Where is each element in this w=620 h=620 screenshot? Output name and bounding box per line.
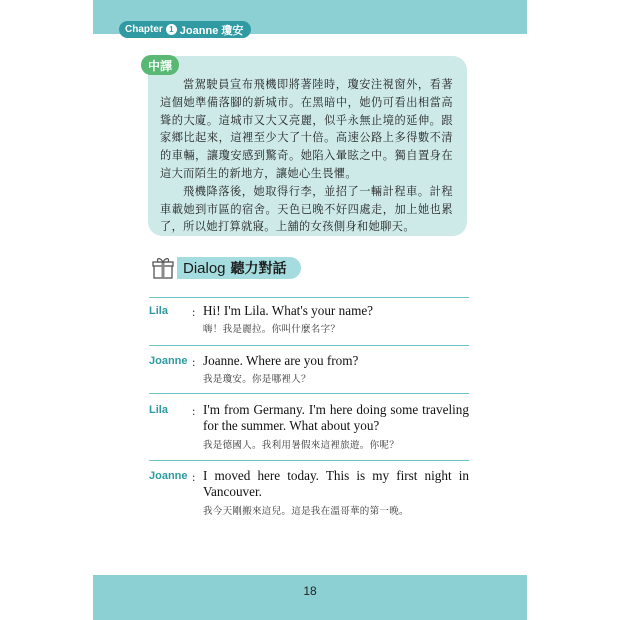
dialog-turn — [149, 470, 469, 528]
speaker-name: Lila — [149, 404, 168, 416]
translation-tag: 中譯 — [141, 55, 179, 75]
translation-paragraph: 飛機降落後，她取得行李，並招了一輛計程車。計程車載她到市區的宿舍。天色已晚不好四處走，加上她也累了，所以她打算就寢。上舖的女孩側身和她聊天。 — [160, 184, 453, 234]
divider — [149, 345, 469, 346]
chinese-line: 我今天剛搬來這兒。這是我在溫哥華的第一晚。 — [203, 506, 409, 517]
colon: : — [192, 305, 196, 319]
chapter-label: Chapter — [125, 24, 163, 35]
dialog-turn — [149, 404, 469, 462]
divider — [149, 297, 469, 298]
dialog-title-zh: 聽力對話 — [230, 261, 287, 277]
chapter-name: Joanne 瓊安 — [179, 24, 244, 37]
dialog-turn — [149, 305, 469, 345]
speaker-name: Lila — [149, 305, 168, 317]
speaker-name: Joanne — [149, 470, 188, 482]
chinese-line: 嗨！我是麗拉。你叫什麼名字？ — [203, 324, 341, 335]
footer-band — [93, 575, 527, 620]
speaker-name: Joanne — [149, 355, 188, 367]
dialog-title — [177, 257, 301, 279]
english-line: Joanne. Where are you from? — [203, 353, 359, 368]
colon: : — [192, 355, 196, 369]
chinese-line: 我是德國人。我利用暑假來這裡旅遊。你呢？ — [203, 440, 400, 451]
translation-paragraph: 當駕駛員宣布飛機即將著陸時，瓊安注視窗外，看著這個她準備落腳的新城市。在黑暗中，她仍可看出相當高聳的大廈。這城市又大又亮麗，似乎永無止境的延伸。跟家鄉比起來，這裡至少大了十倍。高速公路上多得數不清的車輛，讓瓊安感到驚奇。她陷入暈眩之中。獨自置身在這大而陌生的新地方，讓她心生畏懼。 — [160, 78, 453, 180]
translation-box — [148, 56, 467, 236]
chinese-line: 我是瓊安。你是哪裡人？ — [203, 374, 311, 385]
chapter-number: 1 — [166, 24, 177, 35]
colon: : — [192, 470, 196, 484]
english-line: Hi! I'm Lila. What's your name? — [203, 303, 374, 318]
dialog-section-header — [151, 256, 301, 280]
dialog-title-en: Dialog — [183, 259, 226, 277]
english-line: I moved here today. This is my first night in Vancouver. — [203, 468, 469, 499]
divider — [149, 393, 469, 394]
dialog-turn — [149, 355, 469, 395]
divider — [149, 460, 469, 461]
chapter-badge — [119, 21, 251, 38]
english-line: I'm from Germany. I'm here doing some traveling for the summer. What about you? — [203, 402, 469, 433]
gift-icon — [151, 256, 175, 280]
colon: : — [192, 404, 196, 418]
page-number: 18 — [303, 584, 317, 598]
